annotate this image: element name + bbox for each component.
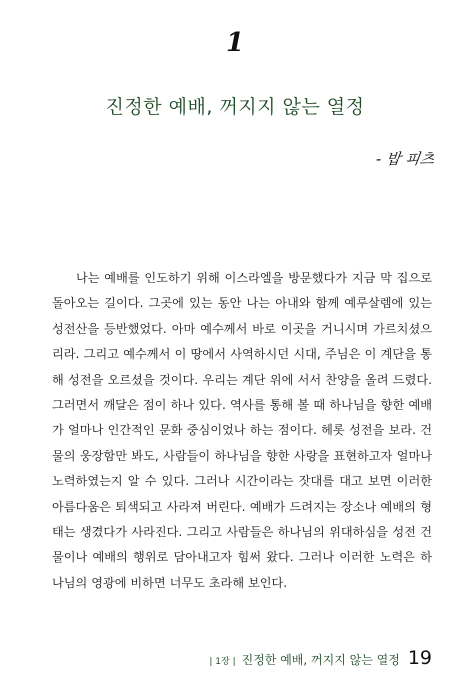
chapter-number: 1 bbox=[225, 28, 245, 58]
footer-title: 진정한 예배, 꺼지지 않는 열정 bbox=[241, 653, 400, 667]
body-line: 돌아오는 길이다. 그곳에 있는 동안 나는 아내와 함께 예루살렘에 있는 bbox=[52, 296, 432, 311]
author-signature: - 밥 피츠 bbox=[374, 150, 436, 168]
body-line: 아름다움은 퇴색되고 사라져 버린다. 예배가 드려지는 장소나 예배의 형 bbox=[52, 499, 432, 514]
body-line: 나님의 영광에 비하면 너무도 초라해 보인다. bbox=[52, 575, 288, 590]
body-line: 물의 웅장함만 봐도, 사람들이 하나님을 향한 사랑을 표현하고자 얼마나 bbox=[52, 448, 432, 463]
body-line: 그러면서 깨달은 점이 하나 있다. 역사를 통해 볼 때 하나님을 향한 예배 bbox=[52, 398, 432, 413]
body-line: 물이나 예배의 행위로 담아내고자 힘써 왔다. 그러나 이러한 노력은 하 bbox=[52, 550, 432, 565]
page-footer bbox=[209, 647, 432, 669]
body-line: 나는 예배를 인도하기 위해 이스라엘을 방문했다가 지금 막 집으로 bbox=[76, 271, 432, 285]
body-paragraph bbox=[52, 266, 432, 596]
chapter-title: 진정한 예배, 꺼지지 않는 열정 bbox=[105, 96, 365, 118]
body-line: 리라. 그리고 예수께서 이 땅에서 사역하시던 시대, 주님은 이 계단을 통 bbox=[52, 347, 432, 362]
body-line: 태는 생겼다가 사라진다. 그리고 사람들은 하나님의 위대하심을 성전 건 bbox=[52, 525, 432, 540]
body-line: 성전산을 등반했었다. 아마 예수께서 바로 이곳을 거니시며 가르치셨으 bbox=[52, 321, 432, 336]
body-line: 가 얼마나 인간적인 문화 중심이었나 하는 점이다. 헤롯 성전을 보라. 건 bbox=[52, 423, 432, 438]
page-number: 19 bbox=[407, 647, 432, 669]
body-line: 해 성전을 오르셨을 것이다. 우리는 계단 위에 서서 찬양을 올려 드렸다. bbox=[52, 372, 432, 387]
body-line: 노력하였는지 알 수 있다. 그러나 시간이라는 잣대를 대고 보면 이러한 bbox=[52, 474, 432, 489]
footer-chapter-label: | 1장 | bbox=[209, 657, 236, 667]
